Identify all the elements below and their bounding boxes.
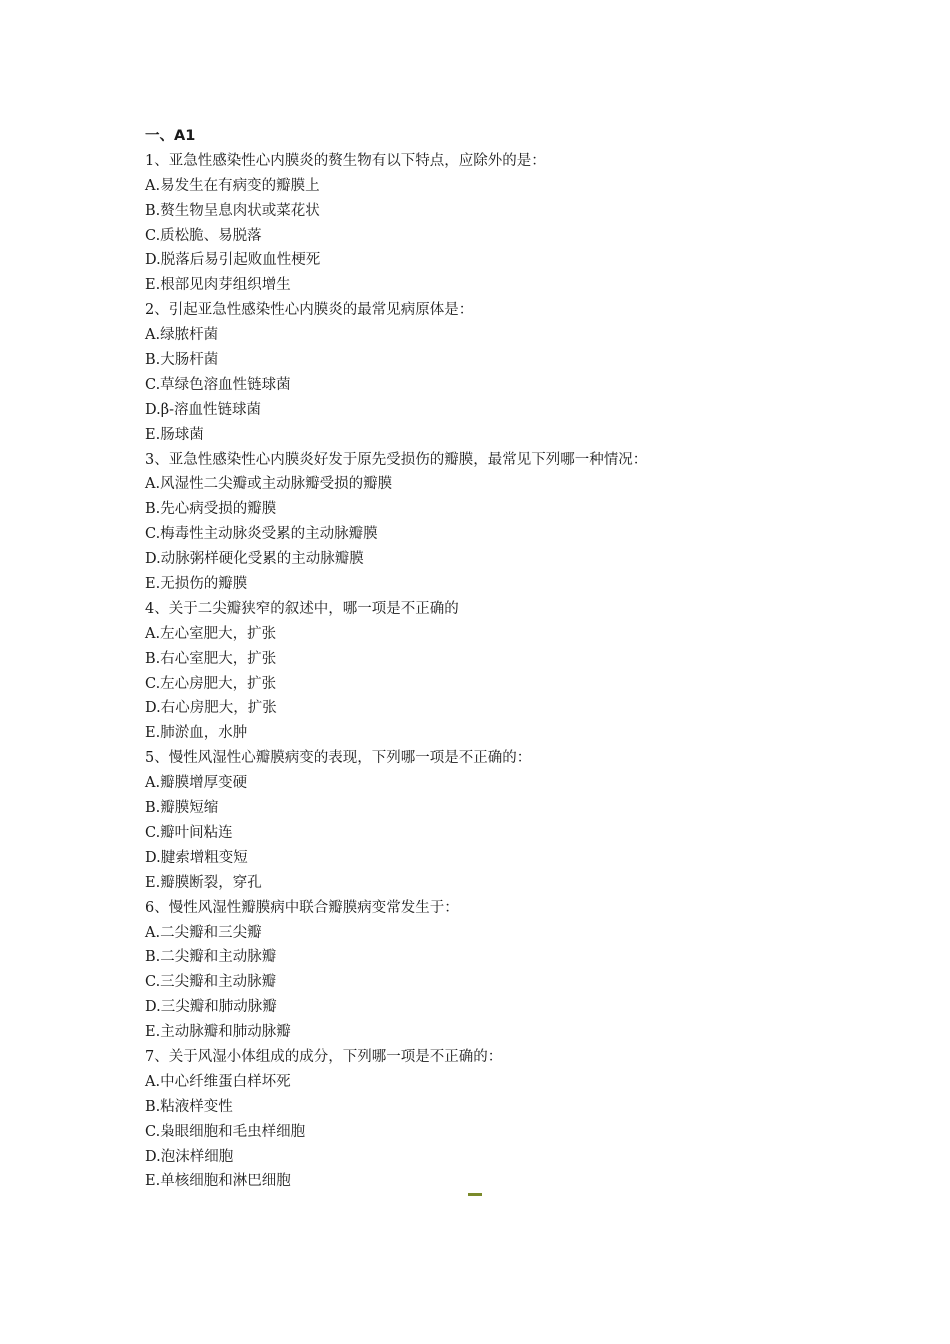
- question-7-option-e: E.单核细胞和淋巴细胞: [145, 1173, 291, 1190]
- question-1-stem: 1、亚急性感染性心内膜炎的赘生物有以下特点，应除外的是：: [145, 152, 546, 169]
- question-7-option-a: A.中心纤维蛋白样坏死: [145, 1073, 291, 1090]
- question-4-option-d: D.右心房肥大，扩张: [145, 700, 277, 717]
- question-1-option-a: A.易发生在有病变的瓣膜上: [145, 177, 320, 194]
- question-4-stem: 4、关于二尖瓣狭窄的叙述中，哪一项是不正确的: [145, 600, 459, 617]
- question-6-option-d: D.三尖瓣和肺动脉瓣: [145, 999, 277, 1016]
- question-6-option-a: A.二尖瓣和三尖瓣: [145, 924, 262, 941]
- question-5-option-b: B.瓣膜短缩: [145, 800, 219, 817]
- question-2-option-a: A.绿脓杆菌: [145, 327, 219, 344]
- question-2-option-e: E.肠球菌: [145, 426, 204, 443]
- question-2-option-c: C.草绿色溶血性链球菌: [145, 376, 291, 393]
- question-3-option-b: B.先心病受损的瓣膜: [145, 501, 277, 518]
- question-3-option-a: A.风湿性二尖瓣或主动脉瓣受损的瓣膜: [145, 476, 393, 493]
- question-2-option-b: B.大肠杆菌: [145, 352, 219, 369]
- question-3-option-d: D.动脉粥样硬化受累的主动脉瓣膜: [145, 551, 364, 568]
- question-3-stem: 3、亚急性感染性心内膜炎好发于原先受损伤的瓣膜，最常见下列哪一种情况：: [145, 451, 648, 468]
- section-title: 一、A1: [145, 128, 196, 144]
- question-3-option-c: C.梅毒性主动脉炎受累的主动脉瓣膜: [145, 526, 378, 543]
- question-5-option-a: A.瓣膜增厚变硬: [145, 775, 248, 792]
- page-end-mark: [468, 1193, 482, 1196]
- question-5-option-e: E.瓣膜断裂，穿孔: [145, 874, 262, 891]
- question-7-stem: 7、关于风湿小体组成的成分，下列哪一项是不正确的：: [145, 1048, 503, 1065]
- question-1-option-b: B.赘生物呈息肉状或菜花状: [145, 202, 320, 219]
- question-7-option-d: D.泡沫样细胞: [145, 1148, 234, 1165]
- question-6-option-e: E.主动脉瓣和肺动脉瓣: [145, 1024, 291, 1041]
- question-list: [145, 124, 805, 1194]
- question-2-option-d: D.β-溶血性链球菌: [145, 401, 261, 418]
- question-4-option-b: B.右心室肥大，扩张: [145, 650, 277, 667]
- question-5-option-d: D.腱索增粗变短: [145, 849, 248, 866]
- question-6-stem: 6、慢性风湿性瓣膜病中联合瓣膜病变常发生于：: [145, 899, 459, 916]
- question-4-option-e: E.肺淤血，水肿: [145, 725, 248, 742]
- question-1-option-d: D.脱落后易引起败血性梗死: [145, 252, 321, 269]
- question-4-option-c: C.左心房肥大，扩张: [145, 675, 277, 692]
- question-3-option-e: E.无损伤的瓣膜: [145, 576, 248, 593]
- question-4-option-a: A.左心室肥大，扩张: [145, 625, 277, 642]
- question-6-option-c: C.三尖瓣和主动脉瓣: [145, 974, 277, 991]
- question-1-option-c: C.质松脆、易脱落: [145, 227, 262, 244]
- question-5-stem: 5、慢性风湿性心瓣膜病变的表现，下列哪一项是不正确的：: [145, 750, 532, 767]
- question-2-stem: 2、引起亚急性感染性心内膜炎的最常见病原体是：: [145, 302, 474, 319]
- question-1-option-e: E.根部见肉芽组织增生: [145, 277, 291, 294]
- question-6-option-b: B.二尖瓣和主动脉瓣: [145, 949, 277, 966]
- question-7-option-c: C.枭眼细胞和毛虫样细胞: [145, 1123, 306, 1140]
- question-7-option-b: B.粘液样变性: [145, 1098, 233, 1115]
- question-5-option-c: C.瓣叶间粘连: [145, 824, 233, 841]
